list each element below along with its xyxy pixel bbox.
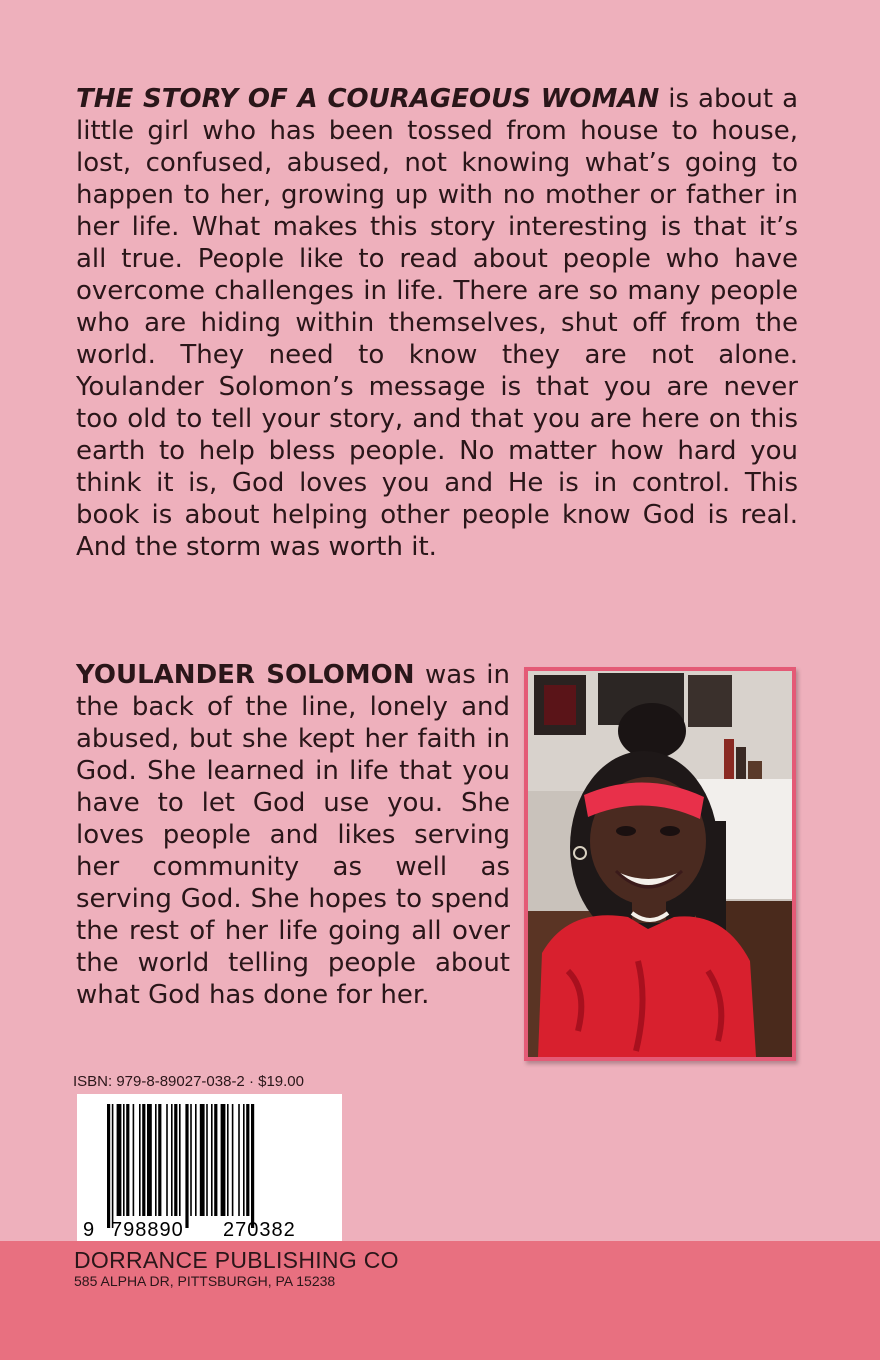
author-name: YOULANDER SOLOMON — [76, 660, 415, 690]
barcode-digits-right: 270382 — [223, 1219, 296, 1241]
publisher-address: 585 ALPHA DR, PITTSBURGH, PA 15238 — [74, 1273, 336, 1289]
publisher-name: DORRANCE PUBLISHING CO — [74, 1247, 399, 1273]
barcode-bars — [107, 1104, 254, 1228]
author-bio — [76, 659, 510, 1011]
book-blurb — [76, 83, 798, 563]
author-photo — [524, 667, 796, 1061]
barcode-digits-left: 798890 — [111, 1219, 184, 1241]
blurb-text: is about a little girl who has been tossed from house to house, lost, confused, abused, not knowing what’s going to happen to her, growing up with no mother or father in her life. What makes this story interesting is that it’s all true. People like to read about people who have overcome challenges in life. There are so many people who are hiding within themselves, shut off from the world. They need to know they are not alone. Youlander Solomon’s message is that you are never too old to tell your story, and that you are here on this earth to help bless people. No matter how hard you think it is, God loves you and He is in control. This book is about helping other people know God is real. And the storm was worth it. — [76, 84, 799, 562]
bio-text: was in the back of the line, lonely and abused, but she kept her faith in God. She learned in life that you have to let God use you. She loves people and likes serving her community as well as serving God. She hopes to spend the rest of her life going all over the world telling people about what God has done for her. — [76, 660, 510, 1010]
isbn-price: ISBN: 979-8-89027-038-2 · $19.00 — [73, 1073, 304, 1090]
book-title: THE STORY OF A COURAGEOUS WOMAN — [76, 84, 660, 114]
barcode-digit-lead: 9 — [83, 1219, 95, 1241]
isbn-barcode — [77, 1094, 342, 1242]
